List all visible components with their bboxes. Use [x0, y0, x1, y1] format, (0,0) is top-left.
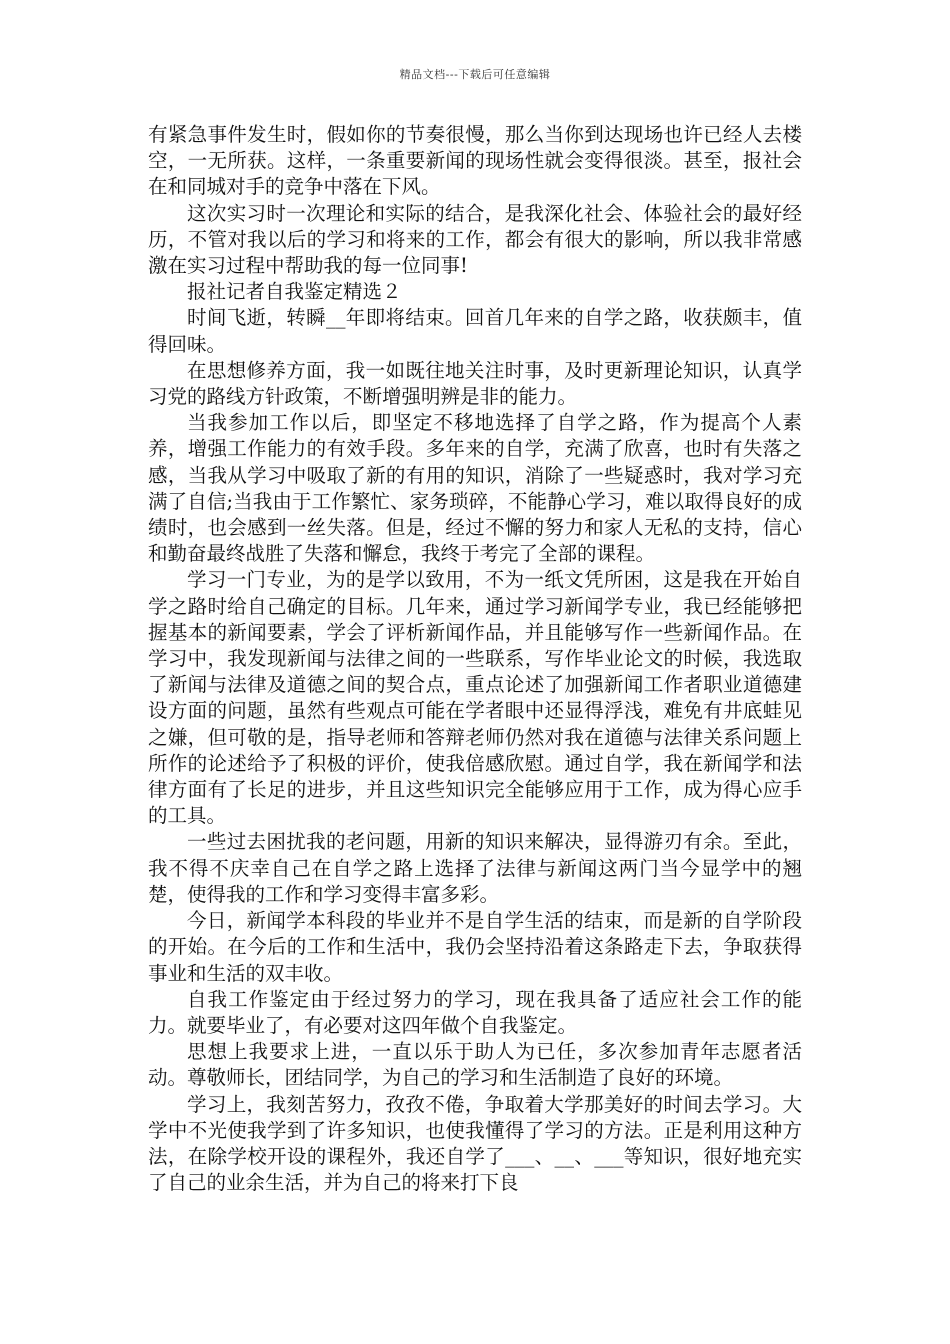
paragraph: 自我工作鉴定由于经过努力的学习，现在我具备了适应社会工作的能力。就要毕业了，有必要对这四年做个自我鉴定。	[148, 987, 802, 1037]
paragraph: 时间飞逝，转瞬__年即将结束。回首几年来的自学之路，收获颇丰，值得回味。	[148, 306, 802, 356]
paragraph: 今日，新闻学本科段的毕业并不是自学生活的结束，而是新的自学阶段的开始。在今后的工作和生活中，我仍会坚持沿着这条路走下去，争取获得事业和生活的双丰收。	[148, 909, 802, 985]
paragraph: 一些过去困扰我的老问题，用新的知识来解决，显得游刃有余。至此，我不得不庆幸自己在自学之路上选择了法律与新闻这两门当今显学中的翘楚，使得我的工作和学习变得丰富多彩。	[148, 830, 802, 906]
paragraph: 在思想修养方面，我一如既往地关注时事，及时更新理论知识，认真学习党的路线方针政策，不断增强明辨是非的能力。	[148, 358, 802, 409]
paragraph: 这次实习时一次理论和实际的结合，是我深化社会、体验社会的最好经历，不管对我以后的学习和将来的工作，都会有很大的影响，所以我非常感激在实习过程中帮助我的每一位同事!	[148, 201, 802, 278]
paragraph: 有紧急事件发生时，假如你的节奏很慢，那么当你到达现场也许已经人去楼空，一无所获。这样，一条重要新闻的现场性就会变得很淡。甚至，报社会在和同城对手的竞争中落在下风。	[148, 123, 802, 199]
document-body	[148, 122, 802, 1196]
paragraph: 当我参加工作以后，即坚定不移地选择了自学之路，作为提高个人素养，增强工作能力的有效手段。多年来的自学，充满了欣喜，也时有失落之感，当我从学习中吸取了新的有用的知识，消除了一些疑惑时，我对学习充满了自信;当我由于工作繁忙、家务琐碎，不能静心学习，难以取得良好的成绩时，也会感到一丝失落。但是，经过不懈的努力和家人无私的支持，信心和勤奋最终战胜了失落和懈怠，我终于考完了全部的课程。	[148, 411, 802, 566]
paragraph: 学习一门专业，为的是学以致用，不为一纸文凭所困，这是我在开始自学之路时给自己确定的目标。几年来，通过学习新闻学专业，我已经能够把握基本的新闻要素，学会了评析新闻作品，并且能够写作一些新闻作品。在学习中，我发现新闻与法律之间的一些联系，写作毕业论文的时候，我选取了新闻与法律及道德之间的契合点，重点论述了加强新闻工作者职业道德建设方面的问题，虽然有些观点可能在学者眼中还显得浮浅，难免有井底蛙见之嫌，但可敬的是，指导老师和答辩老师仍然对我在道德与法律关系问题上所作的论述给予了积极的评价，使我倍感欣慰。通过自学，我在新闻学和法律方面有了长足的进步，并且这些知识完全能够应用于工作，成为得心应手的工具。	[148, 568, 802, 828]
paragraph: 学习上，我刻苦努力，孜孜不倦，争取着大学那美好的时间去学习。大学中不光使我学到了许多知识，也使我懂得了学习的方法。正是利用这种方法，在除学校开设的课程外，我还自学了___、__、___等知识，很好地充实了自己的业余生活，并为自己的将来打下良	[148, 1092, 802, 1195]
section-title: 报社记者自我鉴定精选２	[187, 280, 402, 304]
paragraph: 思想上我要求上进，一直以乐于助人为已任，多次参加青年志愿者活动。尊敬师长，团结同学，为自己的学习和生活制造了良好的环境。	[148, 1040, 802, 1090]
page-header: 精品文档---下载后可任意编辑	[399, 68, 551, 81]
